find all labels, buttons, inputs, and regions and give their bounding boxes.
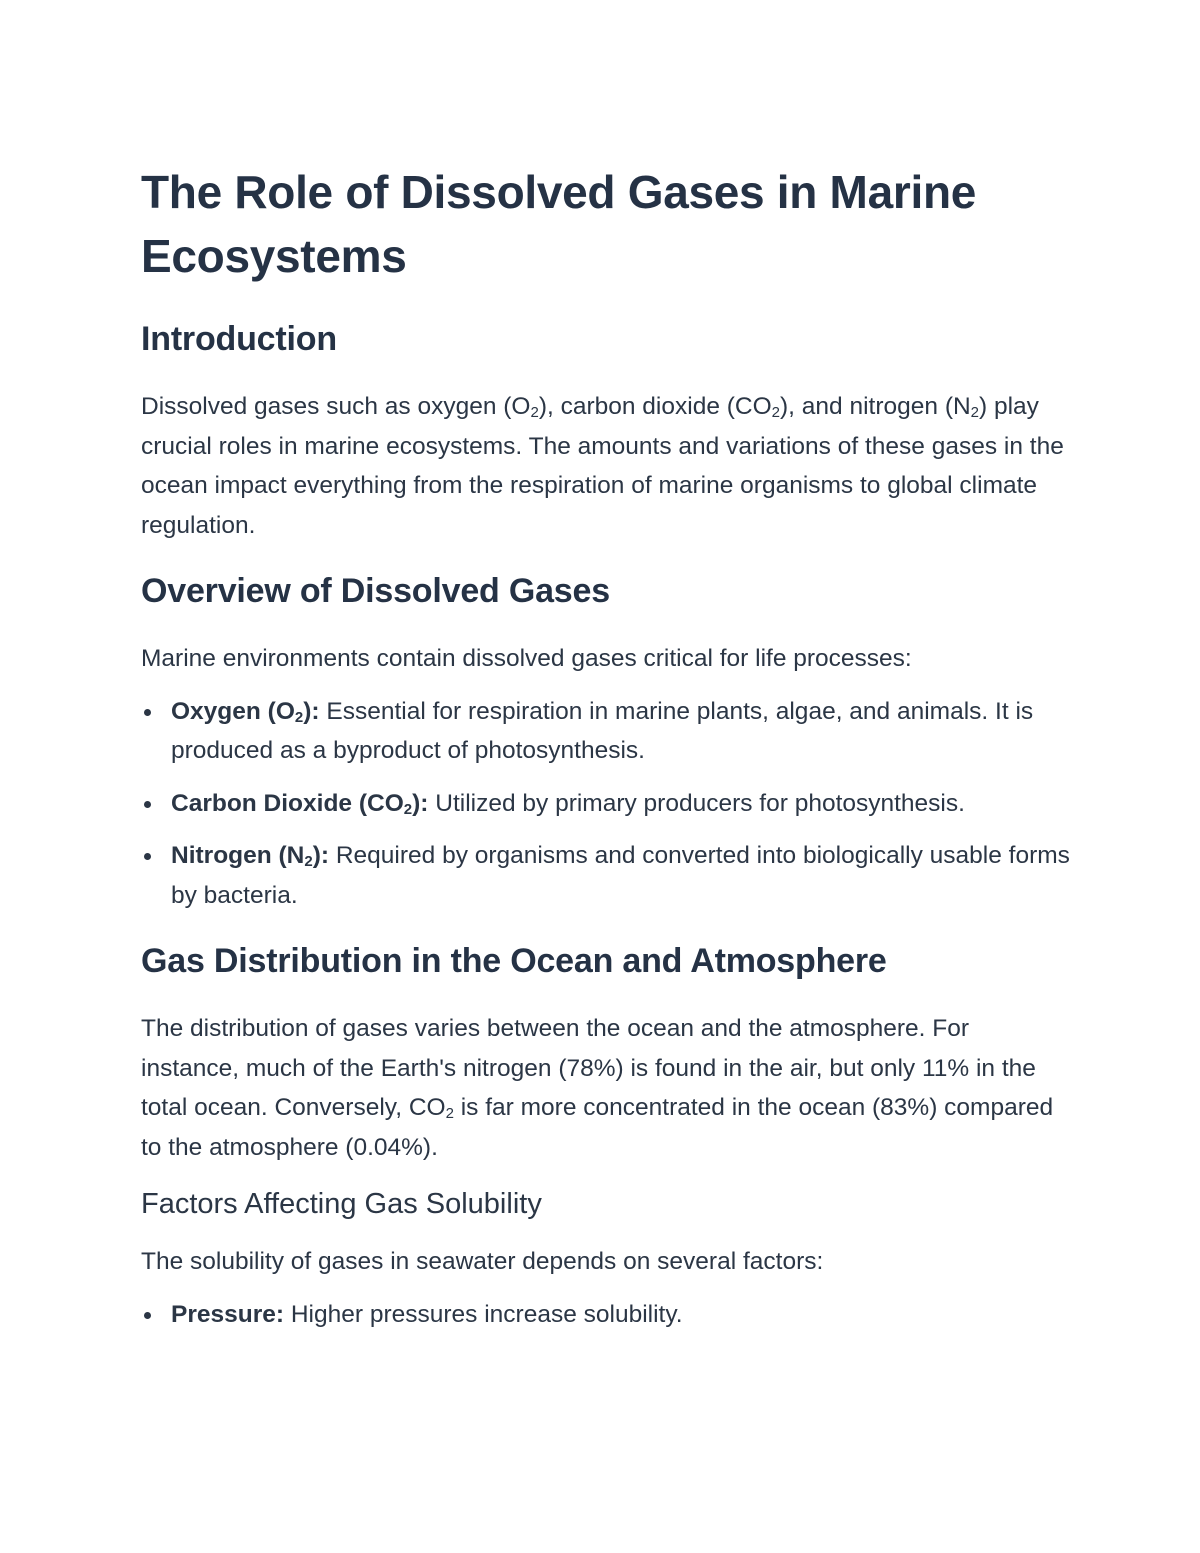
term-subscript: 2 xyxy=(403,800,413,818)
list-item-nitrogen xyxy=(141,836,1071,915)
intro-subscript-1: 2 xyxy=(530,404,539,421)
list-item-carbon-dioxide xyxy=(141,784,1071,824)
document-title: The Role of Dissolved Gases in Marine Ecosystems xyxy=(141,166,977,282)
term-text-end: ): xyxy=(412,789,429,817)
list-item-pressure xyxy=(141,1295,1071,1335)
intro-subscript-2: 2 xyxy=(771,404,781,421)
list-text-pressure: Higher pressures increase solubility. xyxy=(284,1300,683,1328)
list-term-carbon-dioxide xyxy=(171,790,428,817)
distribution-text-1: The distribution of gases varies between the ocean and the atmosphere. For instance, much of the Earth's nitrogen (78%) is found in the air, but only 11% in the total ocean. Conversely, CO xyxy=(141,1015,1036,1121)
term-text: Nitrogen (N xyxy=(171,842,305,869)
solubility-heading: Factors Affecting Gas Solubility xyxy=(141,1188,542,1220)
term-subscript: 2 xyxy=(294,708,304,726)
intro-text-3: ), and nitrogen (N xyxy=(780,393,971,420)
distribution-paragraph xyxy=(141,1009,1071,1167)
intro-text-1: Dissolved gases such as oxygen (O xyxy=(141,393,531,420)
term-text: Oxygen (O xyxy=(171,697,295,725)
intro-text-2: ), carbon dioxide (CO xyxy=(538,393,772,420)
solubility-factor-list xyxy=(141,1295,1071,1335)
term-subscript: 2 xyxy=(304,853,313,870)
overview-lead: Marine environments contain dissolved gases critical for life processes: xyxy=(141,645,912,672)
list-text-carbon-dioxide: Utilized by primary producers for photosynthesis. xyxy=(428,789,965,817)
term-text: Carbon Dioxide (CO xyxy=(171,789,404,817)
list-term-oxygen xyxy=(171,698,320,725)
distribution-text-2: is far more concentrated in the ocean (83%) compared to the atmosphere (0.04%). xyxy=(141,1094,1054,1161)
introduction-paragraph xyxy=(141,387,1071,545)
term-text-end: ): xyxy=(303,697,320,725)
introduction-heading: Introduction xyxy=(141,320,337,358)
term-text-end: ): xyxy=(312,842,330,869)
list-term-pressure: Pressure: xyxy=(171,1300,285,1328)
list-term-nitrogen xyxy=(171,842,329,869)
overview-gas-list xyxy=(141,692,1071,916)
distribution-heading: Gas Distribution in the Ocean and Atmosphere xyxy=(141,942,887,980)
list-text-oxygen: Essential for respiration in marine plants, algae, and animals. It is produced as a byproduct of photosynthesis. xyxy=(171,697,1034,764)
list-text-nitrogen: Required by organisms and converted into biologically usable forms by bacteria. xyxy=(171,842,1070,909)
solubility-lead: The solubility of gases in seawater depends on several factors: xyxy=(141,1248,824,1275)
intro-subscript-3: 2 xyxy=(970,404,980,421)
document-page xyxy=(141,160,1071,1334)
distribution-subscript: 2 xyxy=(445,1105,454,1122)
overview-heading: Overview of Dissolved Gases xyxy=(141,572,610,610)
intro-text-4: ) play crucial roles in marine ecosystems. The amounts and variations of these gases in the ocean impact everything from the respiration of marine organisms to global climate regulation. xyxy=(141,393,1064,539)
list-item-oxygen xyxy=(141,692,1071,771)
